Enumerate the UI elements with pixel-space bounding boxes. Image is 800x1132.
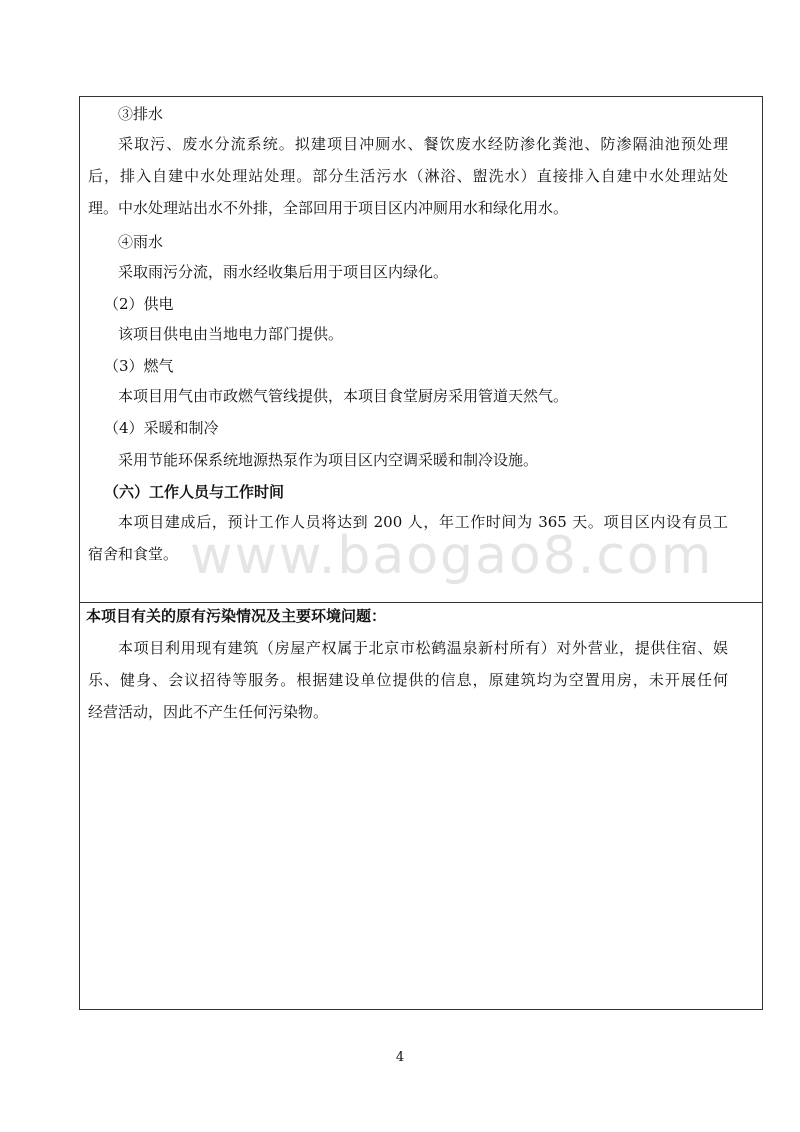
page-number: 4 [395, 1050, 405, 1065]
rain-paragraph: 采取雨污分流，雨水经收集后用于项目区内绿化。 [118, 263, 449, 281]
watermark: www.baogao8.com [190, 526, 714, 586]
drainage-paragraph-line-2: 后，排入自建中水处理站处理。部分生活污水（淋浴、盥洗水）直接排入自建中水处理站处 [88, 167, 728, 185]
staff-paragraph-line-1: 本项目建成后，预计工作人员将达到 200 人，年工作时间为 365 天。项目区内设有员工 [118, 513, 728, 531]
rain-heading: ④雨水 [118, 233, 164, 251]
hvac-paragraph: 采用节能环保系统地源热泵作为项目区内空调采暖和制冷设施。 [118, 451, 539, 469]
drainage-paragraph-line-3: 理。中水处理站出水不外排，全部回用于项目区内冲厕用水和绿化用水。 [88, 199, 569, 217]
hvac-heading: （4）采暖和制冷 [104, 419, 219, 437]
existing-pollution-heading: 本项目有关的原有污染情况及主要环境问题： [86, 607, 387, 625]
staff-paragraph-line-2: 宿舍和食堂。 [88, 545, 179, 563]
gas-paragraph: 本项目用气由市政燃气管线提供，本项目食堂厨房采用管道天然气。 [118, 387, 569, 405]
power-heading: （2）供电 [104, 295, 174, 313]
staff-heading: （六）工作人员与工作时间 [104, 483, 285, 501]
drainage-paragraph-line-1: 采取污、废水分流系统。拟建项目冲厕水、餐饮废水经防渗化粪池、防渗隔油池预处理 [118, 135, 728, 153]
drainage-heading: ③排水 [118, 105, 164, 123]
existing-pollution-paragraph-line-3: 经营活动，因此不产生任何污染物。 [88, 703, 329, 721]
table-divider [80, 602, 762, 603]
power-paragraph: 该项目供电由当地电力部门提供。 [118, 325, 344, 343]
existing-pollution-paragraph-line-2: 乐、健身、会议招待等服务。根据建设单位提供的信息，原建筑均为空置用房，未开展任何 [88, 671, 728, 689]
existing-pollution-paragraph-line-1: 本项目利用现有建筑（房屋产权属于北京市松鹤温泉新村所有）对外营业，提供住宿、娱 [118, 639, 728, 657]
gas-heading: （3）燃气 [104, 357, 174, 375]
